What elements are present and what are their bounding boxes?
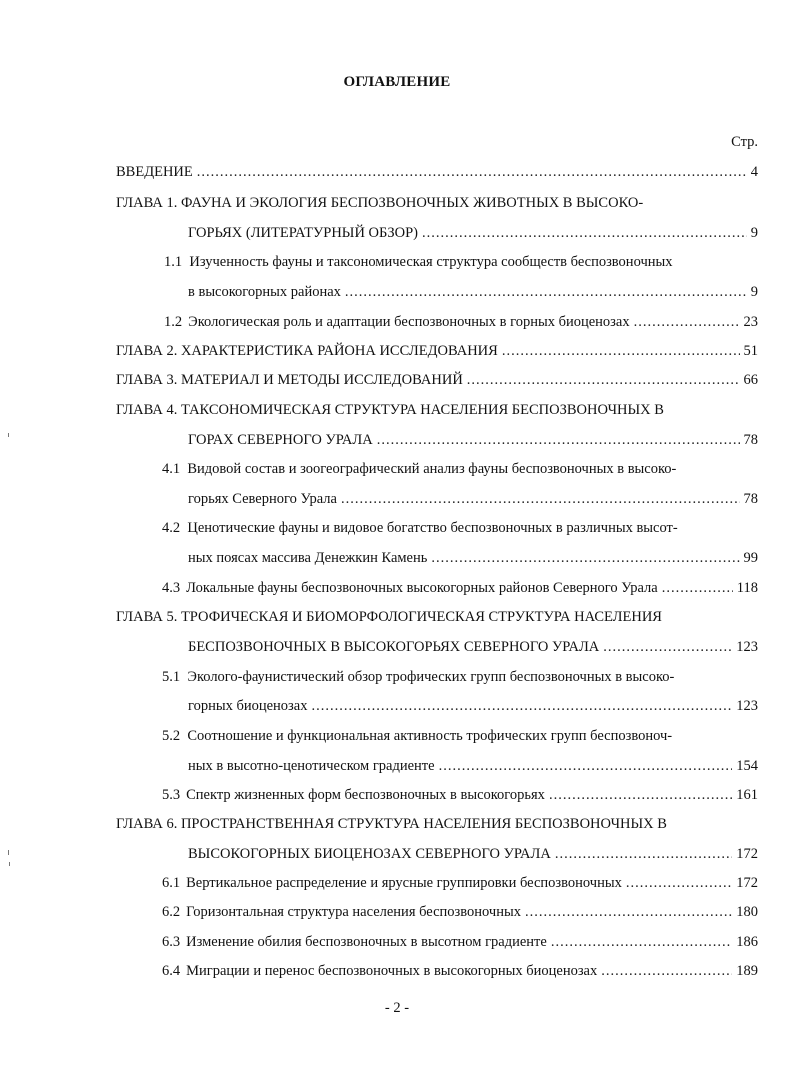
- toc-section-4-3[interactable]: 4.3 Локальные фауны беспозвоночных высокогорных районов Северного Урала ..... 118: [162, 578, 758, 598]
- toc-chapter-4-line1[interactable]: ГЛАВА 4. ТАКСОНОМИЧЕСКАЯ СТРУКТУРА НАСЕЛЕНИЯ БЕСПОЗВОНОЧНЫХ В: [116, 402, 664, 418]
- page-number: 118: [736, 580, 758, 596]
- toc-chapter-4[interactable]: ГОРАХ СЕВЕРНОГО УРАЛА ..... 78: [188, 430, 758, 450]
- toc-section-5-2-line1[interactable]: 5.2 Соотношение и функциональная активность трофических групп беспозвоноч-: [162, 728, 673, 744]
- page-number: 172: [736, 875, 758, 891]
- page-number: 99: [743, 550, 758, 566]
- dot-leader: [197, 162, 747, 182]
- dot-leader: [422, 223, 747, 243]
- page-footer-number: - 2 -: [384, 1000, 410, 1016]
- dot-leader: [431, 548, 739, 568]
- page-number: 9: [750, 225, 758, 241]
- section-number: 5.1: [162, 669, 181, 685]
- toc-section-4-1-line1[interactable]: 4.1 Видовой состав и зоогеографический анализ фауны беспозвоночных в высоко-: [162, 461, 677, 477]
- toc-section-4-2-line1[interactable]: 4.2 Ценотические фауны и видовое богатство беспозвоночных в различных высот-: [162, 520, 678, 536]
- dot-leader: [551, 932, 732, 952]
- toc-chapter-2[interactable]: ГЛАВА 2. ХАРАКТЕРИСТИКА РАЙОНА ИССЛЕДОВАНИЯ ..... 51: [116, 341, 758, 361]
- page-number: 51: [743, 343, 758, 359]
- page-number: 9: [750, 284, 758, 300]
- toc-section-5-1-line1[interactable]: 5.1 Эколого-фаунистический обзор трофических групп беспозвоночных в высоко-: [162, 669, 675, 685]
- section-number: 4.1: [162, 461, 181, 477]
- dot-leader: [603, 637, 732, 657]
- section-number: 6.4: [162, 963, 181, 979]
- page-number: 23: [743, 314, 758, 330]
- section-number: 5.3: [162, 787, 181, 803]
- section-number: 5.2: [162, 728, 181, 744]
- toc-chapter-1[interactable]: ГОРЬЯХ (ЛИТЕРАТУРНЫЙ ОБЗОР) ..... 9: [188, 223, 758, 243]
- toc-section-6-2[interactable]: 6.2 Горизонтальная структура населения беспозвоночных ..... 180: [162, 902, 758, 922]
- page-column-label: Стр.: [731, 134, 758, 150]
- page-number: 154: [736, 758, 758, 774]
- page-number: 66: [743, 372, 758, 388]
- section-number: 4.2: [162, 520, 181, 536]
- toc-section-4-2[interactable]: ных поясах массива Денежкин Камень ..... 99: [188, 548, 758, 568]
- page-number: 186: [736, 934, 758, 950]
- dot-leader: [555, 844, 732, 864]
- page-number: 4: [750, 164, 758, 180]
- page-title: ОГЛАВЛЕНИЕ: [343, 74, 451, 90]
- dot-leader: [377, 430, 740, 450]
- dot-leader: [345, 282, 747, 302]
- dot-leader: [662, 578, 733, 598]
- toc-section-5-3[interactable]: 5.3 Спектр жизненных форм беспозвоночных в высокогорьях ..... 161: [162, 785, 758, 805]
- dot-leader: [626, 873, 732, 893]
- page-number: 78: [743, 432, 758, 448]
- toc-section-1-1-line1[interactable]: 1.1 Изученность фауны и таксономическая структура сообществ беспозвоночных: [164, 254, 673, 270]
- toc-section-5-2[interactable]: ных в высотно-ценотическом градиенте ..... 154: [188, 756, 758, 776]
- section-number: 4.3: [162, 580, 181, 596]
- toc-chapter-5[interactable]: БЕСПОЗВОНОЧНЫХ В ВЫСОКОГОРЬЯХ СЕВЕРНОГО УРАЛА ..... 123: [188, 637, 758, 657]
- toc-section-6-4[interactable]: 6.4 Миграции и перенос беспозвоночных в высокогорных биоценозах ..... 189: [162, 961, 758, 981]
- scan-speck: [9, 862, 10, 866]
- page-number: 123: [736, 639, 758, 655]
- section-number: 6.3: [162, 934, 181, 950]
- dot-leader: [502, 341, 740, 361]
- toc-section-6-3[interactable]: 6.3 Изменение обилия беспозвоночных в высотном градиенте ..... 186: [162, 932, 758, 952]
- toc-section-1-1[interactable]: в высокогорных районах ..... 9: [188, 282, 758, 302]
- dot-leader: [601, 961, 732, 981]
- toc-chapter-6[interactable]: ВЫСОКОГОРНЫХ БИОЦЕНОЗАХ СЕВЕРНОГО УРАЛА ..... 172: [188, 844, 758, 864]
- toc-section-5-1[interactable]: горных биоценозах ..... 123: [188, 696, 758, 716]
- scan-speck: [8, 433, 9, 437]
- dot-leader: [311, 696, 732, 716]
- toc-chapter-6-line1[interactable]: ГЛАВА 6. ПРОСТРАНСТВЕННАЯ СТРУКТУРА НАСЕЛЕНИЯ БЕСПОЗВОНОЧНЫХ В: [116, 816, 667, 832]
- scan-speck: [8, 850, 9, 855]
- dot-leader: [341, 489, 740, 509]
- dot-leader: [549, 785, 732, 805]
- dot-leader: [467, 370, 740, 390]
- section-number: 1.1: [164, 254, 183, 270]
- section-number: 6.2: [162, 904, 181, 920]
- dot-leader: [525, 902, 732, 922]
- toc-entry-introduction[interactable]: ВВЕДЕНИЕ ..... 4: [116, 162, 758, 182]
- section-number: 1.2: [164, 314, 183, 330]
- page-number: 189: [736, 963, 758, 979]
- toc-chapter-5-line1[interactable]: ГЛАВА 5. ТРОФИЧЕСКАЯ И БИОМОРФОЛОГИЧЕСКАЯ СТРУКТУРА НАСЕЛЕНИЯ: [116, 609, 662, 625]
- page-number: 172: [736, 846, 758, 862]
- page-number: 180: [736, 904, 758, 920]
- section-number: 6.1: [162, 875, 181, 891]
- page-number: 161: [736, 787, 758, 803]
- toc-section-1-2[interactable]: 1.2 Экологическая роль и адаптации беспозвоночных в горных биоценозах ..... 23: [164, 312, 758, 332]
- toc-chapter-3[interactable]: ГЛАВА 3. МАТЕРИАЛ И МЕТОДЫ ИССЛЕДОВАНИЙ ..... 66: [116, 370, 758, 390]
- toc-section-6-1[interactable]: 6.1 Вертикальное распределение и ярусные группировки беспозвоночных ..... 172: [162, 873, 758, 893]
- toc-chapter-1-line1[interactable]: ГЛАВА 1. ФАУНА И ЭКОЛОГИЯ БЕСПОЗВОНОЧНЫХ ЖИВОТНЫХ В ВЫСОКО-: [116, 195, 644, 211]
- page-number: 78: [743, 491, 758, 507]
- toc-section-4-1[interactable]: горьях Северного Урала ..... 78: [188, 489, 758, 509]
- dot-leader: [439, 756, 733, 776]
- dot-leader: [634, 312, 740, 332]
- page-number: 123: [736, 698, 758, 714]
